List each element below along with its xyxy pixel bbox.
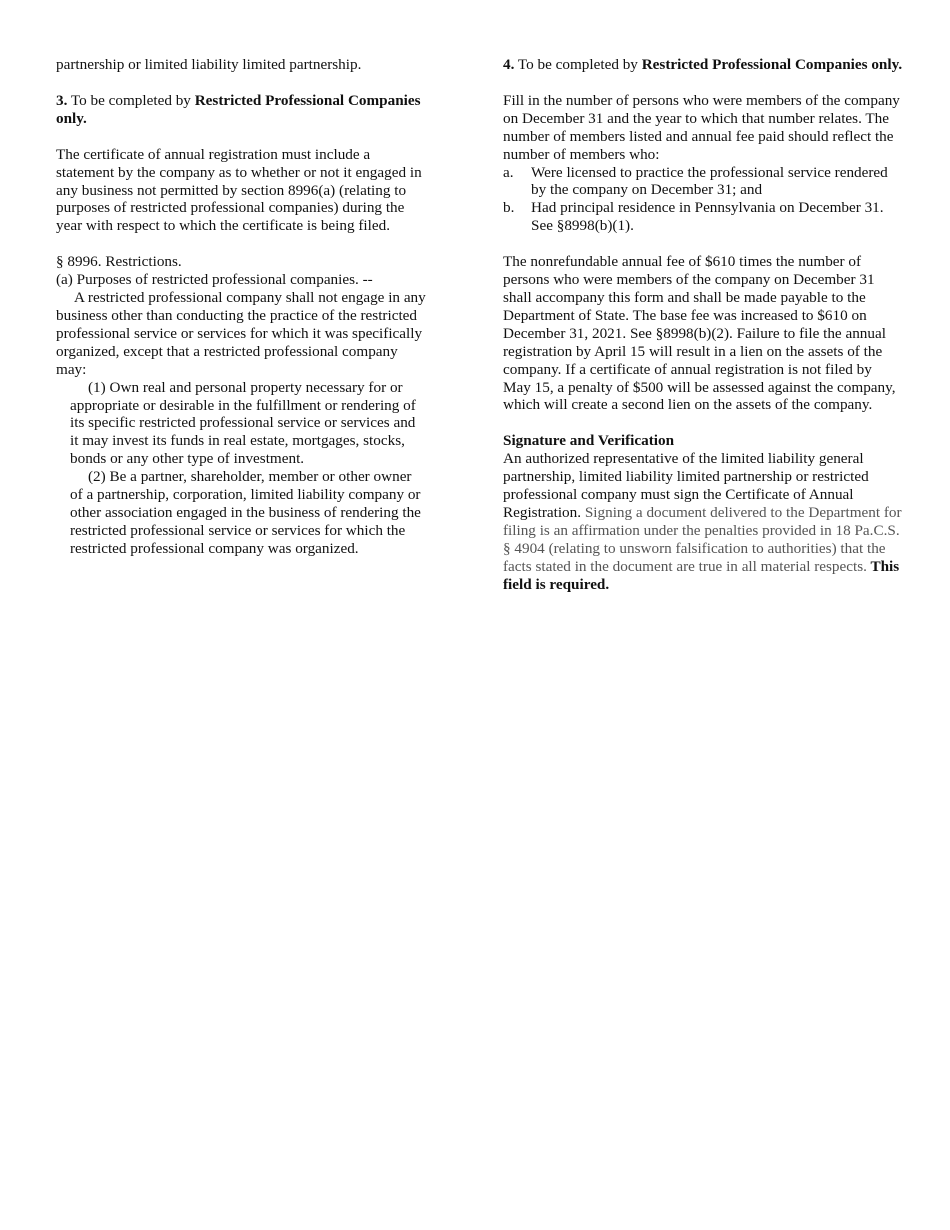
- section-3-number: 3.: [56, 91, 68, 109]
- section-4-title: Restricted Professional Companies only.: [641, 56, 903, 73]
- right-column: [503, 56, 903, 593]
- signature-heading-text: Signature and Verification: [503, 432, 675, 450]
- signature-required: This field is required.: [503, 557, 900, 593]
- intro-line: partnership or limited liability limited partnership.: [56, 56, 362, 73]
- signature-affirmation: Signing a document delivered to the Department for filing is an affirmation under the penalties provided in 18 Pa.C.S. § 4904 (relating to unsworn falsification to authorities) that the facts stated in the document are true in all material respects.: [503, 503, 902, 575]
- list-item: [503, 164, 903, 200]
- certificate-paragraph: The certificate of annual registration must include a statement by the company as to whether or not it engaged in any business not permitted by section 8996(a) (relating to purposes of restricted professional companies) during the year with respect to which the certificate is being filed.: [56, 145, 422, 235]
- statute-body: A restricted professional company shall not engage in any business other than conducting the practice of the restricted professional service or services for which it was specifically organized, except that a restricted professional company may:: [56, 289, 426, 378]
- list-marker: a.: [503, 163, 514, 181]
- statute-subsection-a: (a) Purposes of restricted professional companies. --: [56, 271, 373, 289]
- section-3-lead: To be completed by: [67, 91, 195, 109]
- section-4-heading: [503, 56, 903, 74]
- fill-paragraph: Fill in the number of persons who were members of the company on December 31 and the year to which that number relates. The number of members listed and annual fee paid should reflect the number of members who:: [503, 91, 900, 163]
- list-marker: b.: [503, 199, 515, 217]
- list-text: Had principal residence in Pennsylvania on December 31. See §8998(b)(1).: [531, 199, 884, 235]
- list-text: Were licensed to practice the professional service rendered by the company on December 31; and: [531, 163, 888, 199]
- section-3-heading: [56, 92, 426, 128]
- statute-item-2: (2) Be a partner, shareholder, member or other owner of a partnership, corporation, limited liability company or other association engaged in the business of rendering the restricted professional service or services for which the restricted professional company was organized.: [70, 468, 421, 557]
- signature-text: An authorized representative of the limited liability general partnership, limited liability limited partnership or restricted professional company must sign the Certificate of Annual Registration.: [503, 450, 869, 521]
- left-column: [56, 56, 426, 558]
- signature-heading: [503, 432, 903, 450]
- statute-item-1: (1) Own real and personal property necessary for or appropriate or desirable in the fulfillment or rendering of its specific restricted professional service or services and it may invest its funds in real estate, mortgages, stocks, bonds or any other type of investment.: [70, 378, 416, 468]
- statute-heading: § 8996. Restrictions.: [56, 253, 182, 271]
- section-3-title: Restricted Professional Companies only.: [56, 91, 421, 127]
- fee-paragraph: The nonrefundable annual fee of $610 times the number of persons who were members of the company on December 31 shall accompany this form and shall be made payable to the Department of State. The base fee was increased to $610 on December 31, 2021. See §8998(b)(2). Failure to file the annual registration by April 15 will result in a lien on the assets of the company. If a certificate of annual registration is not filed by May 15, a penalty of $500 will be assessed against the company, which will create a second lien on the assets of the company.: [503, 253, 896, 414]
- section-4-number: 4.: [503, 56, 515, 73]
- signature-paragraph: [503, 450, 903, 593]
- section-4-lead: To be completed by: [514, 56, 642, 73]
- list-item: [503, 199, 903, 235]
